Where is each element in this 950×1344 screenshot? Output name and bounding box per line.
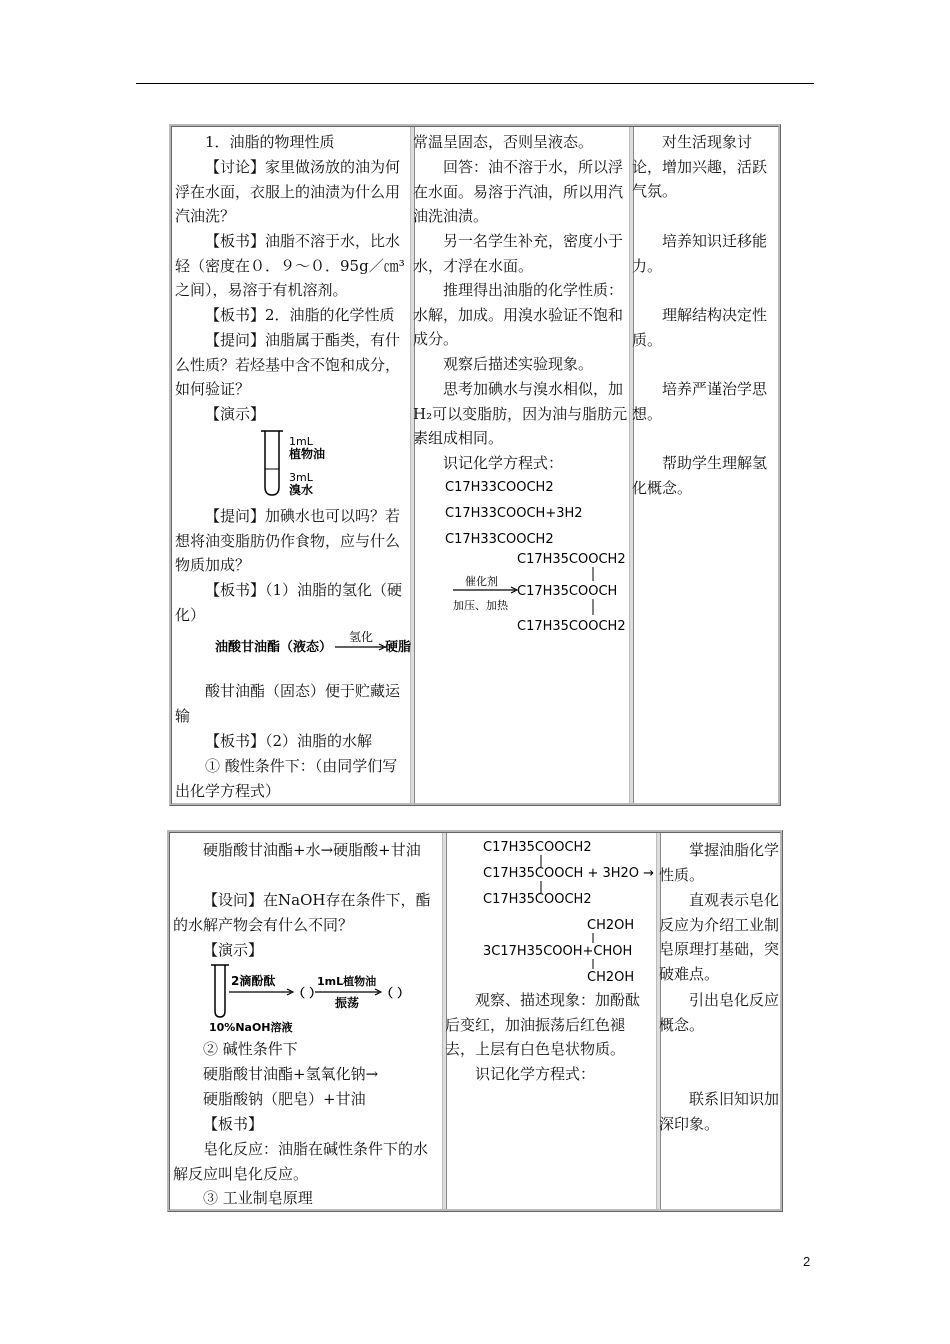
answer-text: 回答：油不溶于水，所以浮在水面。易溶于汽油，所以用汽油洗油渍。 [413, 158, 624, 226]
test-tube-diagram [255, 429, 365, 501]
intent-text: 联系旧知识加深印象。 [659, 1090, 780, 1133]
lesson-table-1 [169, 124, 781, 806]
formula-line: C17H35COOCH + 3H2O → [483, 866, 655, 881]
question-text: 【设问】在NaOH存在条件下，酯的水解产物会有什么不同？ [173, 891, 431, 934]
question-text: 【提问】加碘水也可以吗？若想将油变脂肪仍作食物，应与什么物质加成？ [175, 507, 401, 575]
saponification-equation [481, 835, 656, 987]
formula-line: 3C17H35COOH+CHOH [483, 944, 633, 959]
intent-text: 理解结构决定性质。 [632, 306, 768, 349]
board-note: 【板书】油脂不溶于水，比水轻（密度在０．９～０．95g／㎝³之间），易溶于有机溶剂。 [175, 232, 405, 300]
formula-line: C17H33COOCH2 [445, 480, 554, 495]
formula-line: C17H35COOCH2 [517, 619, 626, 634]
result-blank: （ ） [293, 986, 322, 1000]
arrow-label: 氢化 [349, 630, 374, 644]
intent-text: 直观表示皂化反应为介绍工业制皂原理打基础，突破难点。 [659, 891, 780, 983]
student-activity-column [413, 127, 629, 803]
step-label: 振荡 [335, 996, 360, 1010]
body-text: 识记化学方程式： [475, 1065, 596, 1083]
body-text: ② 碱性条件下 [203, 1040, 298, 1058]
result-blank: （ ） [381, 986, 410, 1000]
tube-label: 10%NaOH溶液 [209, 1021, 293, 1033]
tube-bromine-label: 溴水 [289, 483, 314, 497]
formula-line: C17H33COOCH+3H2 [445, 506, 583, 521]
formula-line: C17H35COOCH2 [483, 840, 592, 855]
saponification-demo-diagram [207, 963, 441, 1033]
page-number: 2 [803, 1254, 811, 1269]
body-text: 硬脂酸钠（肥皂）+甘油 [203, 1090, 366, 1108]
condition-label: 催化剂 [465, 575, 498, 588]
design-intent-column [659, 833, 780, 1209]
body-text: ① 酸性条件下：（由同学们写出化学方程式） [175, 757, 398, 800]
student-activity-column [445, 833, 656, 1209]
definition-text: 皂化反应：油脂在碱性条件下的水解反应叫皂化反应。 [173, 1140, 429, 1183]
step-label: 2滴酚酞 [231, 974, 276, 988]
reactant-label: 油酸甘油酯（液态） [215, 640, 333, 655]
formula-line: CH2OH [587, 918, 635, 933]
hydrogenation-scheme [213, 629, 411, 659]
demo-label: 【演示】 [205, 405, 266, 423]
tube-volume-label: 1mL [289, 435, 313, 448]
board-note: 【板书】 [203, 1115, 264, 1133]
body-text: 另一名学生补充，密度小于水，才浮在水面。 [413, 232, 624, 275]
header-rule [136, 83, 814, 84]
section-heading: 1．油脂的物理性质 [205, 133, 335, 151]
condition-label: 加压、加热 [453, 599, 508, 612]
product-label: 硬脂 [385, 640, 412, 655]
body-text: 酸甘油酯（固态）便于贮藏运输 [175, 682, 401, 725]
tube-volume-label: 3mL [289, 471, 313, 484]
body-text: 识记化学方程式： [443, 454, 564, 472]
board-note: 【板书】（1）油脂的氢化（硬化） [175, 581, 403, 624]
teacher-activity-column [175, 127, 411, 803]
design-intent-column [632, 127, 778, 803]
hydrogenation-equation [433, 475, 629, 640]
tube-oil-label: 植物油 [289, 447, 326, 461]
intent-text: 培养知识迁移能力。 [632, 232, 768, 275]
intent-text: 掌握油脂化学性质。 [659, 841, 780, 884]
body-text: 思考加碘水与溴水相似，加H₂可以变脂肪，因为油与脂肪元素组成相同。 [413, 380, 628, 448]
discussion-text: 【讨论】家里做汤放的油为何浮在水面，衣服上的油渍为什么用汽油洗？ [175, 158, 401, 226]
body-text: ③ 工业制皂原理 [203, 1189, 313, 1207]
body-text: 硬脂酸甘油酯+水→硬脂酸+甘油 [203, 841, 421, 859]
body-text: 推理得出油脂的化学性质：水解，加成。用溴水验证不饱和成分。 [413, 281, 624, 349]
step-label: 1mL植物油 [317, 975, 377, 988]
intent-text: 引出皂化反应概念。 [659, 991, 780, 1034]
body-text: 常温呈固态，否则呈液态。 [413, 133, 594, 151]
formula-line: CH2OH [587, 970, 635, 985]
demo-label: 【演示】 [203, 941, 264, 959]
intent-text: 培养严谨治学思想。 [632, 380, 768, 423]
formula-line: C17H33COOCH2 [445, 532, 554, 547]
formula-line: C17H35COOCH2 [483, 892, 592, 907]
observation-text: 观察、描述现象：加酚酞后变红，加油振荡后红色褪去，上层有白色皂状物质。 [445, 991, 641, 1059]
question-text: 【提问】油脂属于酯类，有什么性质？若烃基中含不饱和成分，如何验证？ [175, 331, 401, 399]
formula-line: C17H35COOCH [517, 584, 618, 599]
board-note: 【板书】2．油脂的化学性质 [205, 306, 395, 324]
formula-line: C17H35COOCH2 [517, 552, 626, 567]
teacher-activity-column [173, 833, 443, 1209]
body-text: 观察后描述实验现象。 [443, 355, 594, 373]
intent-text: 对生活现象讨论，增加兴趣，活跃气氛。 [632, 133, 768, 201]
body-text: 硬脂酸甘油酯+氢氧化钠→ [203, 1065, 379, 1083]
intent-text: 帮助学生理解氢化概念。 [632, 454, 768, 497]
board-note: 【板书】（2）油脂的水解 [205, 732, 373, 750]
lesson-table-2 [167, 830, 783, 1212]
